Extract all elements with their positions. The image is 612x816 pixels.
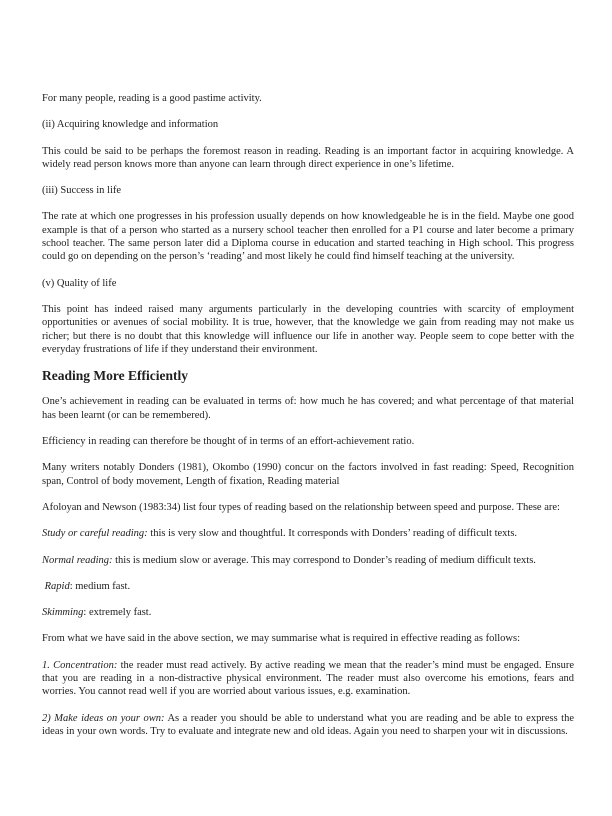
paragraph-lead: 2) Make ideas on your own: (42, 712, 165, 724)
paragraph (42, 527, 574, 540)
paragraph: Efficiency in reading can therefore be thought of in terms of an effort-achievement ratio. (42, 436, 415, 448)
paragraph (42, 554, 574, 567)
paragraph: (iii) Success in life (42, 185, 122, 197)
paragraph: This could be said to be perhaps the foremost reason in reading. Reading is an important factor in acquiring knowledge. A widely read person knows more than anyone can learn through direct experience in one’s lifetime. (42, 145, 574, 170)
paragraph-lead: Rapid (42, 580, 70, 592)
paragraph: From what we have said in the above section, we may summarise what is required in effective reading as follows: (42, 633, 521, 645)
paragraph (42, 606, 574, 619)
paragraph-lead: Normal reading: (42, 554, 113, 566)
paragraph: One’s achievement in reading can be evaluated in terms of: how much he has covered; and what percentage of that material has been learnt (or can be remembered). (42, 396, 574, 421)
paragraph: This point has indeed raised many arguments particularly in the developing countries with scarcity of employment opportunities or avenues of social mobility. It is true, however, that the knowledge we gain from reading may not make us richer; but there is no doubt that this knowledge will influence our life in another way. People seem to cope better with the everyday frustrations of life if they understand their environment. (42, 303, 574, 355)
paragraph-text: As a reader you should be able to understand what you are reading and be able to express the ideas in your own words. Try to evaluate and integrate new and old ideas. Again you need to sharpen your wit in discussions. (42, 712, 574, 737)
paragraph: The rate at which one progresses in his profession usually depends on how knowledgeable he is in the field. Maybe one good example is that of a person who started as a nursery school teacher then enrolled for a P1 course and later become a primary school teacher. The same person later did a Diploma course in education and started teaching in High school. This progress could go on depending on the person’s ‘reading’ and most likely he could find himself teaching at the university. (42, 211, 574, 263)
paragraph-lead: 1. Concentration: (42, 659, 118, 671)
paragraph: (ii) Acquiring knowledge and information (42, 119, 219, 131)
paragraph-text: this is very slow and thoughtful. It corresponds with Donders’ reading of difficult texts. (147, 528, 518, 540)
paragraph: (v) Quality of life (42, 277, 117, 289)
paragraph-lead: Study or careful reading: (42, 528, 148, 540)
paragraph (42, 580, 574, 593)
paragraph: Many writers notably Donders (1981), Okombo (1990) concur on the factors involved in fast reading: Speed, Recognition span, Control of body movement, Length of fixation, Reading material (42, 462, 574, 487)
paragraph: Afoloyan and Newson (1983:34) list four types of reading based on the relationship between speed and purpose. These are: (42, 501, 560, 513)
paragraph (42, 659, 574, 699)
document-content (42, 92, 574, 751)
paragraph-text: : extremely fast. (83, 607, 152, 619)
paragraph-text: this is medium slow or average. This may correspond to Donder’s reading of medium difficult texts. (112, 554, 536, 566)
paragraph (42, 712, 574, 739)
paragraph: For many people, reading is a good pastime activity. (42, 93, 262, 104)
paragraph-lead: Skimming (42, 607, 84, 619)
paragraph-text: : medium fast. (69, 580, 131, 592)
paragraph-text: the reader must read actively. By active reading we mean that the reader’s mind must be engaged. Ensure that you are reading in a non-distractive physical environment. The reader must also overcome his emotions, fears and worries. You cannot read well if you are worried about various issues, e.g. examination. (42, 659, 574, 698)
section-heading: Reading More Efficiently (42, 368, 188, 384)
